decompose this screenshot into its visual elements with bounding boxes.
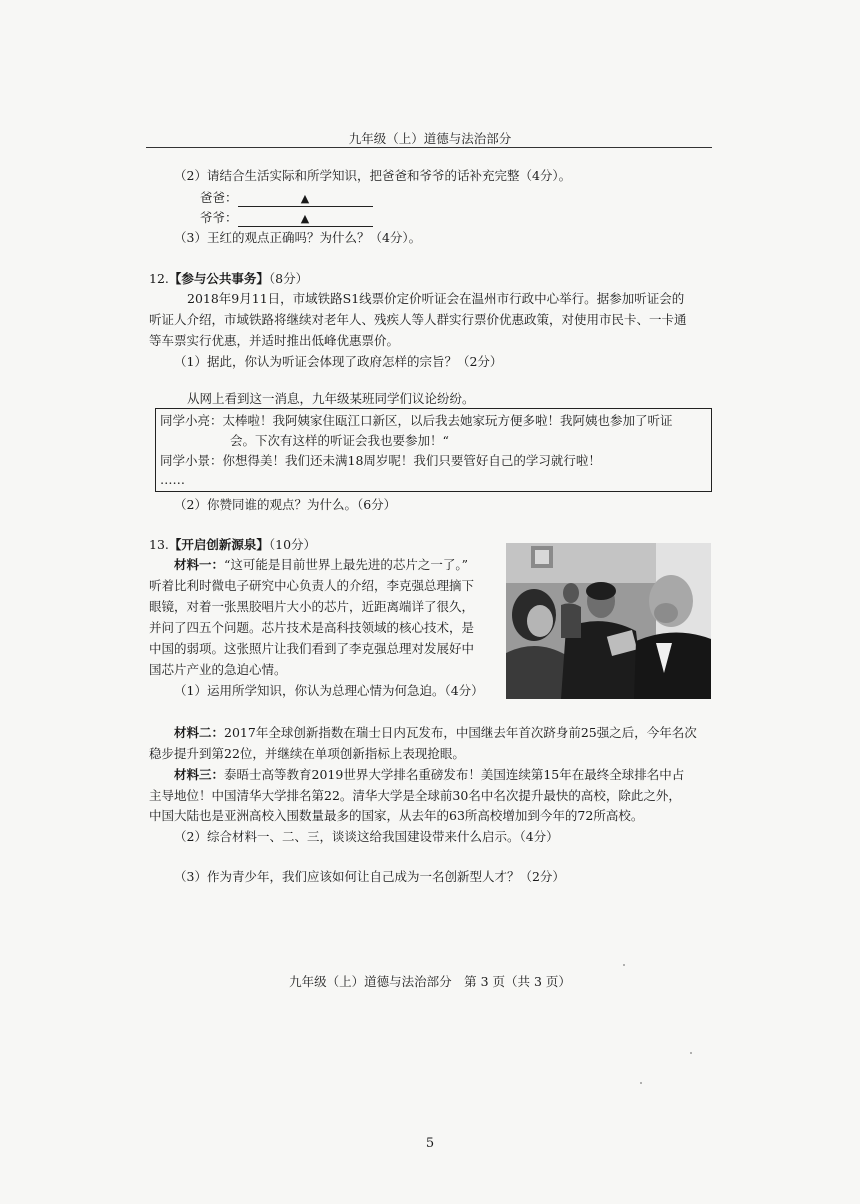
q11-part3: （3）王红的观点正确吗？为什么？（4分）。 bbox=[174, 230, 422, 245]
dad-answer-blank: ▲ bbox=[238, 192, 373, 207]
q12-score: （8分） bbox=[268, 271, 309, 286]
discussion-line3: 同学小景：你想得美！我们还未满18周岁呢！我们只要管好自己的学习就行啦！ bbox=[160, 453, 601, 468]
grandpa-answer-blank: ▲ bbox=[238, 212, 373, 227]
material3-text: 泰晤士高等教育2019世界大学排名重磅发布！美国连续第15年在最终全球排名中占 bbox=[224, 767, 685, 782]
discussion-line2: 会。下次有这样的听证会我也要参加！“ bbox=[230, 433, 449, 448]
q13-material1-line2: 听着比利时微电子研究中心负责人的介绍，李克强总理摘下 bbox=[149, 578, 475, 593]
q12-intro: 从网上看到这一消息，九年级某班同学们议论纷纷。 bbox=[187, 391, 475, 406]
q13-material3-line2: 主导地位！中国清华大学排名第22。清华大学是全球前30名中名次提升最快的高校，除此之外， bbox=[149, 788, 681, 803]
material1-label: 材料一： bbox=[174, 557, 225, 572]
discussion-line1: 同学小亮：太棒啦！我阿姨家住瓯江口新区，以后我去她家玩方便多啦！我阿姨也参加了听证 bbox=[160, 413, 673, 428]
q13-material1-line4: 并问了四五个问题。芯片技术是高科技领域的核心技术，是 bbox=[149, 620, 475, 635]
q11-dad-label: 爸爸： bbox=[200, 190, 238, 205]
material2-label: 材料二： bbox=[174, 725, 225, 740]
q13-material1-line1 bbox=[174, 555, 468, 574]
q13-material3-line3: 中国大陆也是亚洲高校入围数量最多的国家，从去年的63所高校增加到今年的72所高校。 bbox=[149, 808, 644, 823]
q12-para-line3: 等车票实行优惠，并适时推出低峰优惠票价。 bbox=[149, 333, 400, 348]
material3-label: 材料三： bbox=[174, 767, 225, 782]
q12-heading bbox=[149, 269, 308, 288]
material1-quote: “这可能是目前世界上最先进的芯片之一了。” bbox=[224, 557, 469, 572]
discussion-line4: …… bbox=[160, 472, 185, 487]
material2-text: 2017年全球创新指数在瑞士日内瓦发布，中国继去年首次跻身前25强之后，今年名次 bbox=[224, 725, 697, 740]
q13-title: 【开启创新源泉】 bbox=[168, 537, 269, 552]
page-header-title: 九年级（上）道德与法治部分 bbox=[348, 131, 512, 146]
q13-question3: （3）作为青少年，我们应该如何让自己成为一名创新型人才？（2分） bbox=[174, 869, 565, 884]
q13-material1-line5: 中国的弱项。这张照片让我们看到了李克强总理对发展好中 bbox=[149, 641, 475, 656]
q11-dad-line bbox=[200, 188, 373, 207]
q13-material3-line1 bbox=[174, 765, 684, 784]
page-number: 5 bbox=[425, 1136, 435, 1151]
scan-speck bbox=[623, 964, 625, 966]
q12-question1: （1）据此，你认为听证会体现了政府怎样的宗旨？（2分） bbox=[174, 354, 503, 369]
q12-para-line1: 2018年9月11日，市域铁路S1线票价定价听证会在温州市行政中心举行。据参加听证会的 bbox=[187, 291, 685, 306]
q13-material1-line6: 国芯片产业的急迫心情。 bbox=[149, 662, 287, 677]
scan-speck bbox=[640, 1082, 642, 1084]
q13-heading bbox=[149, 535, 316, 554]
scan-speck bbox=[690, 1052, 692, 1054]
q13-number: 13. bbox=[149, 537, 169, 552]
q12-question2: （2）你赞同谁的观点？为什么。（6分） bbox=[174, 497, 397, 512]
q13-question2: （2）综合材料一、二、三，谈谈这给我国建设带来什么启示。（4分） bbox=[174, 829, 559, 844]
q12-para-line2: 听证人介绍，市域铁路将继续对老年人、残疾人等人群实行票价优惠政策，对使用市民卡、一卡通 bbox=[149, 312, 687, 327]
q11-grandpa-label: 爷爷： bbox=[200, 210, 238, 225]
q12-title: 【参与公共事务】 bbox=[168, 271, 269, 286]
q13-material2-line2: 稳步提升到第22位，并继续在单项创新指标上表现抢眼。 bbox=[149, 746, 465, 761]
q11-grandpa-line bbox=[200, 208, 373, 227]
q13-score: （10分） bbox=[268, 537, 317, 552]
news-photo bbox=[506, 543, 711, 699]
header-divider bbox=[146, 147, 712, 148]
q13-material1-line3: 眼镜，对着一张黑胶唱片大小的芯片，近距离端详了很久， bbox=[149, 599, 475, 614]
q11-part2: （2）请结合生活实际和所学知识，把爸爸和爷爷的话补充完整（4分）。 bbox=[174, 168, 572, 183]
q13-question1: （1）运用所学知识，你认为总理心情为何急迫。（4分） bbox=[174, 683, 484, 698]
q13-material2-line1 bbox=[174, 723, 697, 742]
q12-number: 12. bbox=[149, 271, 169, 286]
page-footer: 九年级（上）道德与法治部分 第 3 页（共 3 页） bbox=[289, 974, 571, 989]
